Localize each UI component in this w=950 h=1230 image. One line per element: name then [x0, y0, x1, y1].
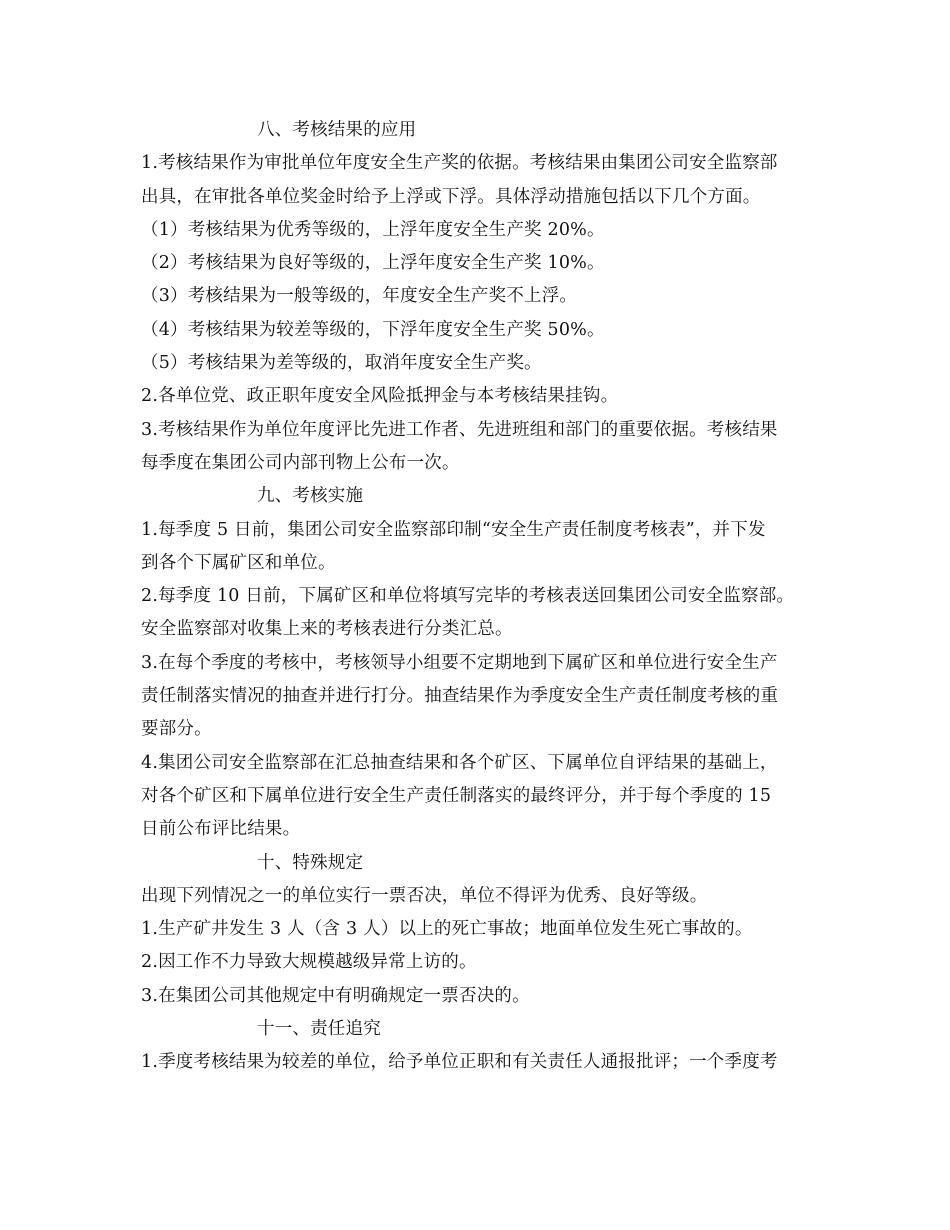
paragraph-line: 对各个矿区和下属单位进行安全生产责任制落实的最终评分，并于每个季度的 15 — [141, 785, 772, 806]
list-item-line: （5）考核结果为差等级的，取消年度安全生产奖。 — [141, 353, 542, 374]
paragraph-line: 1.生产矿井发生 3 人（含 3 人）以上的死亡事故；地面单位发生死亡事故的。 — [141, 919, 753, 940]
list-item-line: （3）考核结果为一般等级的，年度安全生产奖不上浮。 — [141, 286, 578, 307]
paragraph-line: 日前公布评比结果。 — [141, 819, 301, 840]
section-heading-11: 十一、责任追究 — [257, 1019, 381, 1040]
document-body — [141, 114, 841, 1080]
paragraph-line: 3.在集团公司其他规定中有明确规定一票否决的。 — [141, 985, 530, 1006]
paragraph-line: 3.在每个季度的考核中，考核领导小组要不定期地到下属矿区和单位进行安全生产 — [141, 652, 778, 673]
paragraph-line: 1.每季度 5 日前，集团公司安全监察部印制“安全生产责任制度考核表”，并下发 — [141, 519, 766, 540]
paragraph-line: 要部分。 — [141, 719, 212, 740]
paragraph-line: 1.考核结果作为审批单位年度安全生产奖的依据。考核结果由集团公司安全监察部 — [141, 153, 778, 174]
paragraph-line: 2.因工作不力导致大规模越级异常上访的。 — [141, 952, 477, 973]
paragraph-line: 到各个下属矿区和单位。 — [141, 552, 336, 573]
list-item-line: （4）考核结果为较差等级的，下浮年度安全生产奖 50%。 — [141, 319, 605, 340]
list-item-line: （2）考核结果为良好等级的，上浮年度安全生产奖 10%。 — [141, 253, 605, 274]
paragraph-line: 1.季度考核结果为较差的单位，给予单位正职和有关责任人通报批评；一个季度考 — [141, 1052, 778, 1073]
paragraph-line: 责任制落实情况的抽查并进行打分。抽查结果作为季度安全生产责任制度考核的重 — [141, 686, 779, 707]
paragraph-line: 2.每季度 10 日前，下属矿区和单位将填写完毕的考核表送回集团公司安全监察部。 — [141, 586, 795, 607]
list-item-line: （1）考核结果为优秀等级的，上浮年度安全生产奖 20%。 — [141, 219, 605, 240]
paragraph-line: 2.各单位党、政正职年度安全风险抵押金与本考核结果挂钩。 — [141, 386, 619, 407]
section-heading-9: 九、考核实施 — [257, 486, 364, 507]
section-heading-8: 八、考核结果的应用 — [257, 120, 417, 140]
paragraph-line: 4.集团公司安全监察部在汇总抽查结果和各个矿区、下属单位自评结果的基础上， — [141, 752, 778, 773]
paragraph-line: 出具，在审批各单位奖金时给予上浮或下浮。具体浮动措施包括以下几个方面。 — [141, 186, 761, 207]
paragraph-line: 安全监察部对收集上来的考核表进行分类汇总。 — [141, 619, 513, 640]
section-heading-10: 十、特殊规定 — [257, 852, 364, 873]
paragraph-line: 出现下列情况之一的单位实行一票否决，单位不得评为优秀、良好等级。 — [141, 885, 708, 906]
paragraph-line: 3.考核结果作为单位年度评比先进工作者、先进班组和部门的重要依据。考核结果 — [141, 419, 778, 440]
paragraph-line: 每季度在集团公司内部刊物上公布一次。 — [141, 452, 460, 473]
